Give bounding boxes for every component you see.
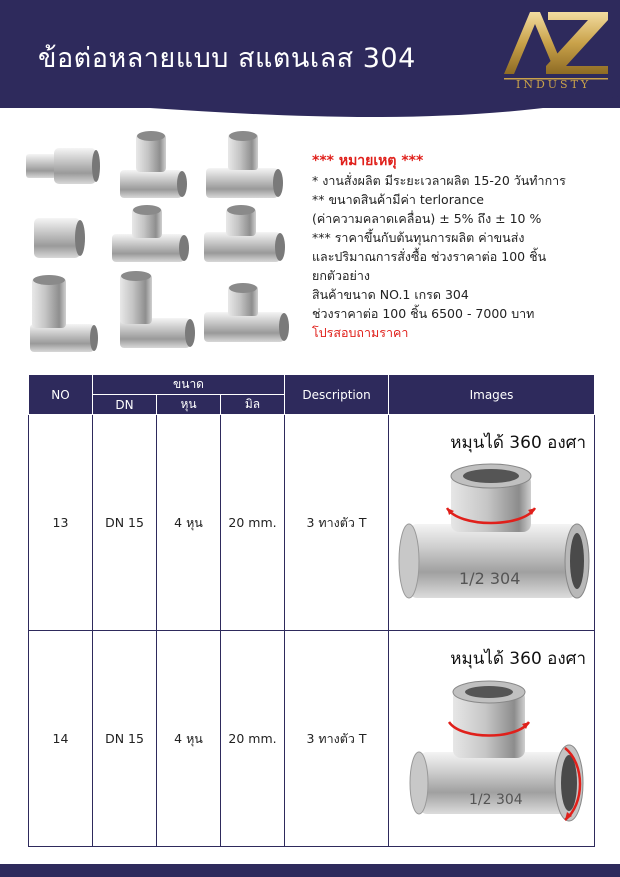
note-line: สินค้าขนาด NO.1 เกรด 304: [312, 287, 469, 302]
row-no: 13: [29, 415, 93, 631]
photo-straight-coupling-2: [34, 218, 85, 258]
rotation-label: หมุนได้ 360 องศา: [450, 433, 587, 453]
header-description: Description: [285, 375, 389, 415]
fitting-marking: 1/2 304: [469, 791, 523, 808]
note-line: ** ขนาดสินค้ามีค่า terlorance: [312, 192, 484, 207]
row-image: [389, 631, 595, 847]
row-dn: DN 15: [93, 631, 157, 847]
row-no: 14: [29, 631, 93, 847]
note-line: ช่วงราคาต่อ 100 ชิ้น 6500 - 7000 บาท: [312, 306, 535, 321]
photo-tee-1: [120, 131, 187, 198]
header-mil: มิล: [221, 395, 285, 415]
photo-straight-coupling-1: [26, 148, 100, 184]
note-line: และปริมาณการสั่งซื้อ ช่วงราคาต่อ 100 ชิ้น: [312, 249, 547, 264]
row-dn: DN 15: [93, 415, 157, 631]
table-row: [29, 415, 595, 631]
note-line: *** ราคาขึ้นกับต้นทุนการผลิต ค่าขนส่ง: [312, 230, 525, 245]
footer-bar: [0, 864, 620, 877]
notes-block: [312, 152, 612, 342]
header-size: ขนาด: [93, 375, 285, 395]
row-mil: 20 mm.: [221, 415, 285, 631]
photo-tee-4: [204, 205, 285, 262]
photo-tee-5: [204, 283, 289, 342]
header-no: NO: [29, 375, 93, 415]
photo-elbow-1: [30, 275, 98, 352]
row-hun: 4 หุน: [157, 415, 221, 631]
product-table: [28, 374, 595, 847]
logo-tagline: INDUSTY: [516, 78, 592, 91]
fitting-marking: 1/2 304: [459, 568, 521, 588]
rotation-label: หมุนได้ 360 องศา: [450, 649, 587, 669]
contact-note: โปรสอบถามราคา: [312, 325, 409, 340]
product-photos-grid: [20, 128, 300, 360]
photo-tee-2: [206, 131, 283, 198]
row-description: 3 ทางตัว T: [285, 631, 389, 847]
notes-heading: *** หมายเหตุ ***: [312, 153, 424, 169]
photo-tee-3: [112, 205, 189, 262]
row-image: [389, 415, 595, 631]
note-line: ยกตัวอย่าง: [312, 268, 370, 283]
header-dn: DN: [93, 395, 157, 415]
row-hun: 4 หุน: [157, 631, 221, 847]
table-row: [29, 631, 595, 847]
row-mil: 20 mm.: [221, 631, 285, 847]
note-line: * งานสั่งผลิต มีระยะเวลาผลิต 15-20 วันทำการ: [312, 173, 566, 188]
header-hun: หุน: [157, 395, 221, 415]
page-title: ข้อต่อหลายแบบ สแตนเลส 304: [38, 43, 416, 74]
note-line: (ค่าความคลาดเคลื่อน) ± 5% ถึง ± 10 %: [312, 211, 542, 226]
header-images: Images: [389, 375, 595, 415]
photo-elbow-2: [120, 271, 195, 348]
row-description: 3 ทางตัว T: [285, 415, 389, 631]
